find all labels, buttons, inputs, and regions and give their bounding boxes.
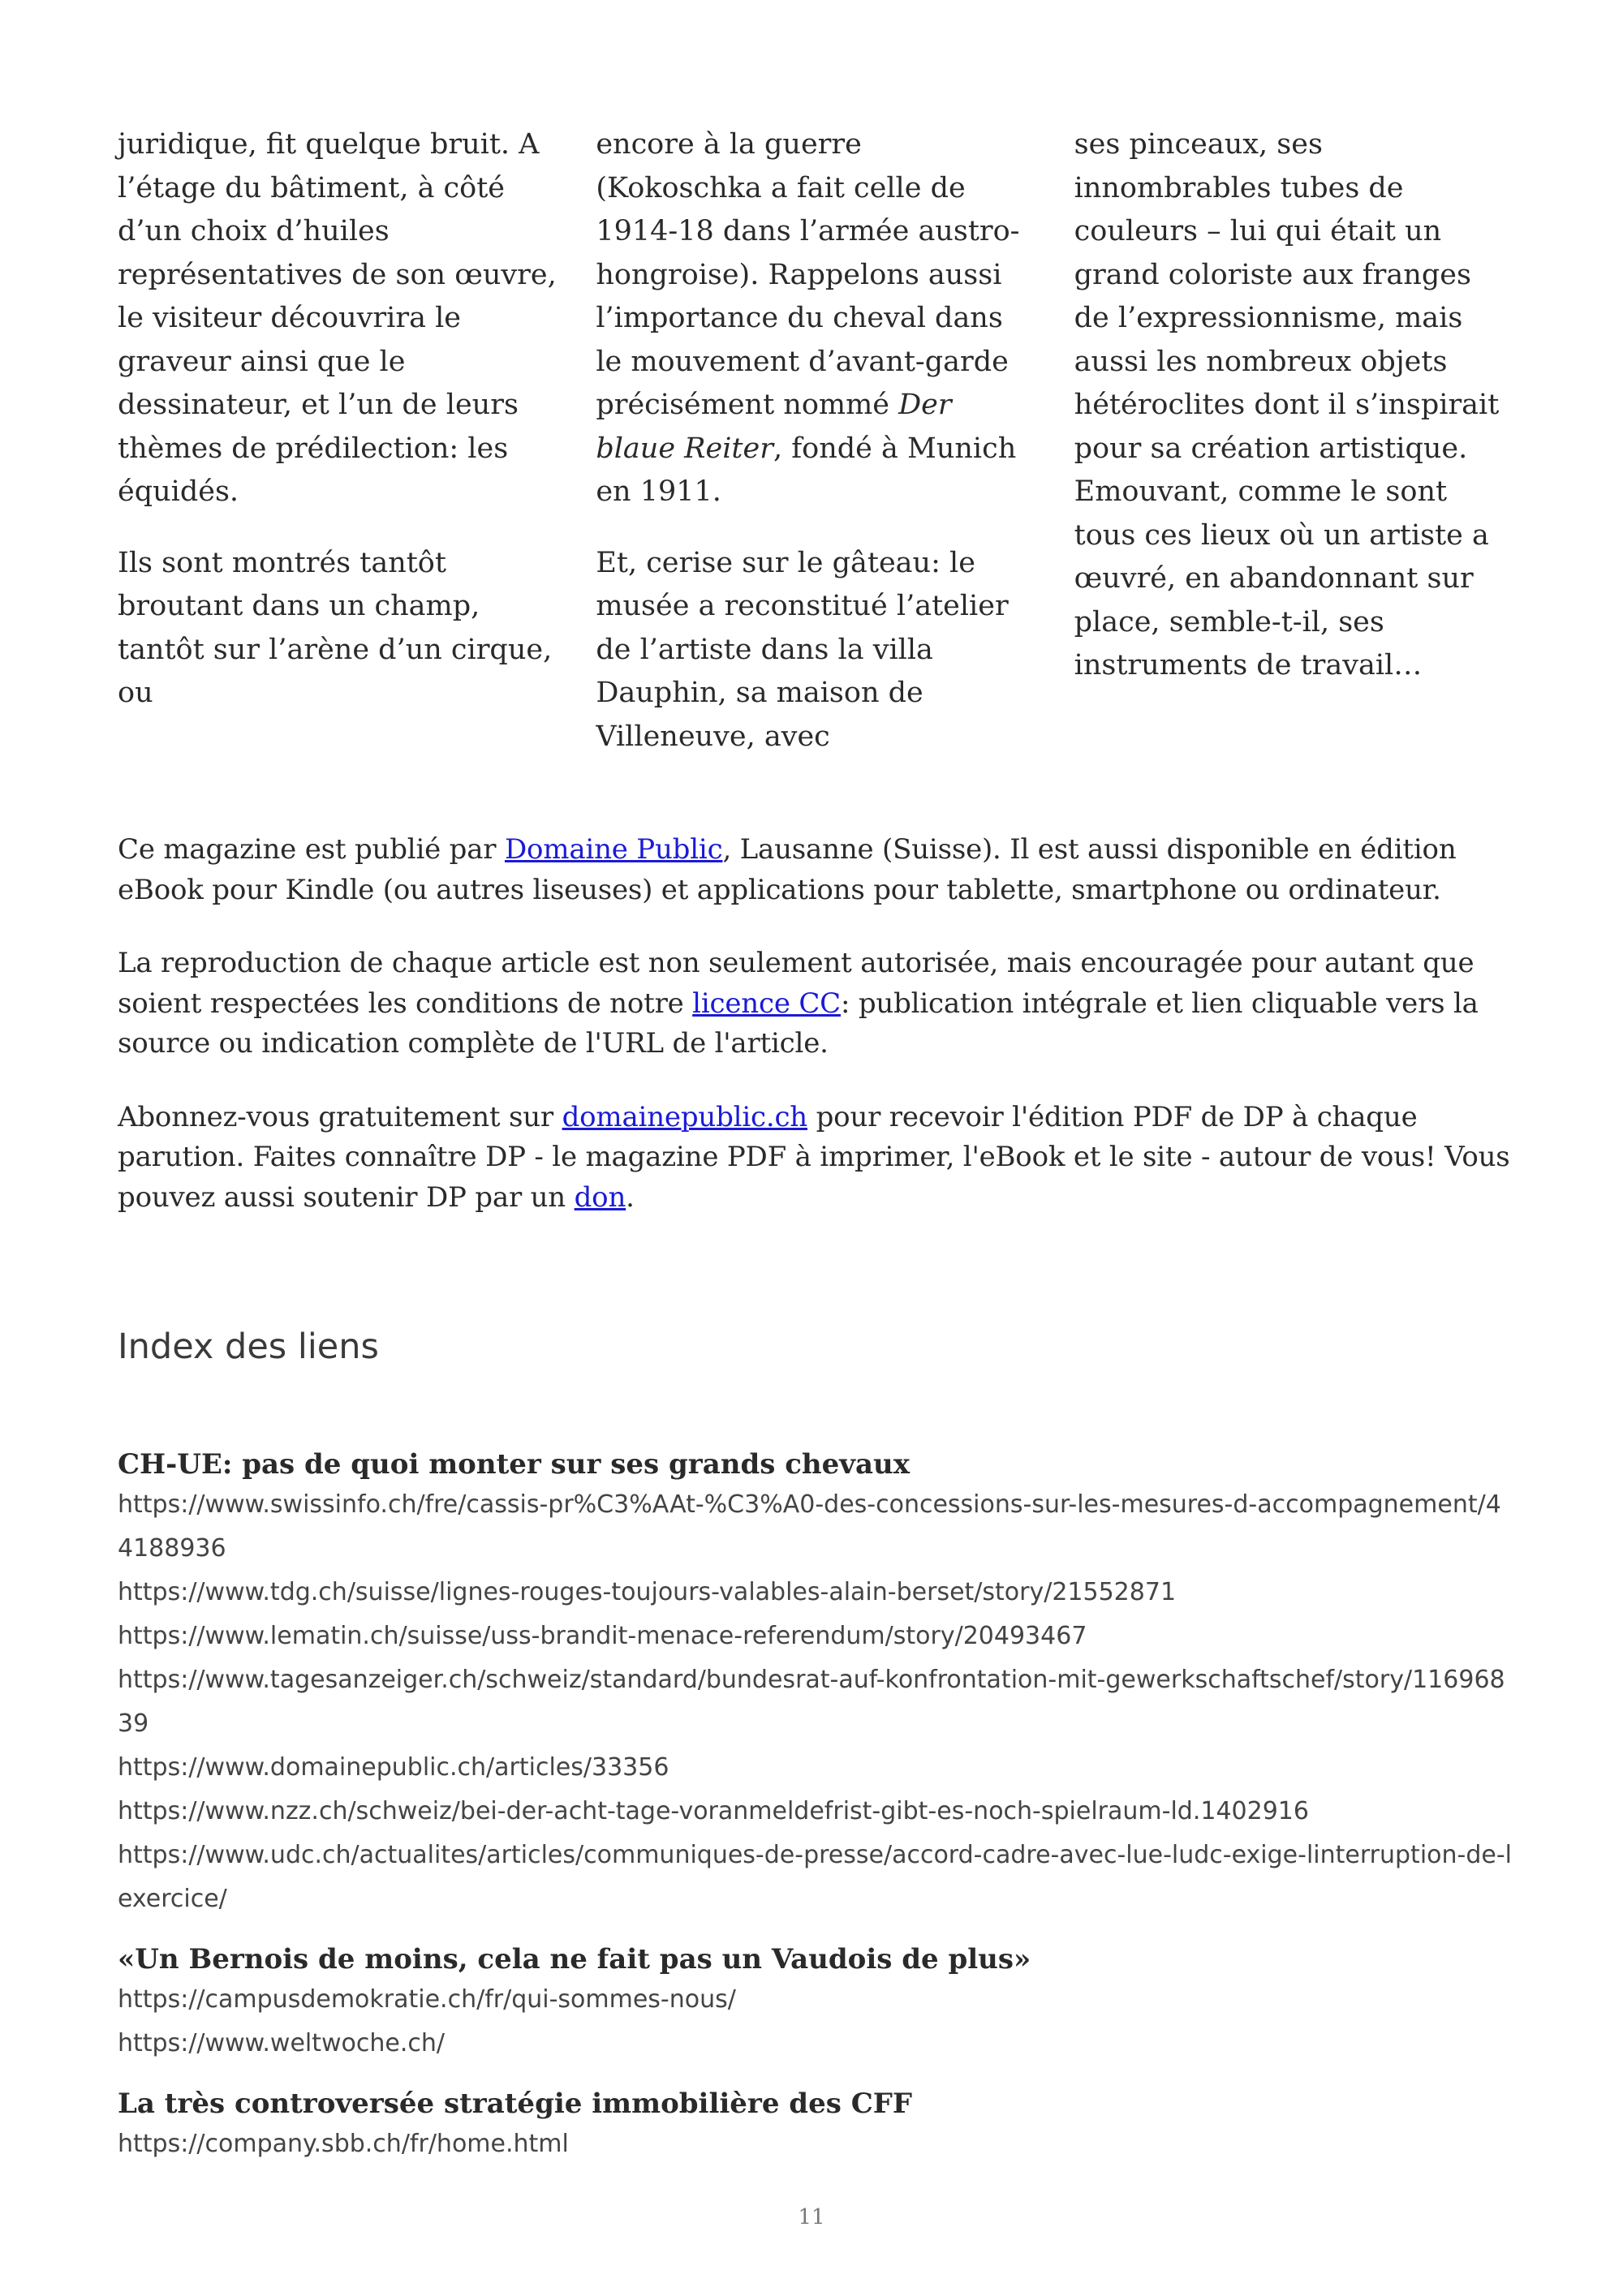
index-url[interactable]: https://campusdemokratie.ch/fr/qui-sommes-nous/ (118, 1985, 736, 2014)
text-run: , Lausanne (Suisse). Il est aussi disponible en édition eBook pour Kindle (ou autres liseuses) et applications pour tablette, smartphone ou ordinateur. (118, 833, 1457, 906)
text-run: : publication intégrale et lien cliquable vers la source ou indication complète de l'URL de l'article. (118, 987, 1479, 1060)
text-run: encore à la guerre (Kokoschka a fait celle de 1914-18 dans l’armée austro-hongroise). Rappelons aussi l’importance du cheval dans le mouvement d’avant-garde précisément nommé (596, 128, 1020, 421)
article-paragraph (118, 123, 557, 514)
article-paragraph (1074, 123, 1513, 688)
link-index (118, 1446, 1513, 2186)
text-run: La reproduction de chaque article est non seulement autorisée, mais encouragée pour autant que soient respectées les conditions de notre (118, 947, 1474, 1020)
index-section-title: CH-UE: pas de quoi monter sur ses grands chevaux (118, 1448, 911, 1481)
index-section-title: «Un Bernois de moins, cela ne fait pas un Vaudois de plus» (118, 1943, 1031, 1976)
index-section (118, 1446, 1513, 1921)
article-column-1 (118, 123, 557, 759)
text-run: Et, cerise sur le gâteau: le musée a reconstitué l’atelier de l’artiste dans la villa Dauphin, sa maison de Villeneuve, avec (596, 546, 1009, 753)
index-url[interactable]: https://www.tdg.ch/suisse/lignes-rouges-toujours-valables-alain-berset/story/21552871 (118, 1578, 1177, 1606)
inline-link[interactable]: domainepublic.ch (562, 1100, 807, 1133)
index-url[interactable]: https://www.nzz.ch/schweiz/bei-der-acht-tage-voranmeldefrist-gibt-es-noch-spielraum-ld.1402916 (118, 1797, 1309, 1825)
info-paragraph (118, 830, 1518, 910)
article-columns (118, 123, 1513, 759)
text-run: Ce magazine est publié par (118, 833, 505, 866)
inline-link[interactable]: don (574, 1180, 626, 1214)
text-run: , fondé à Munich en 1911. (596, 432, 1017, 508)
index-section-title: La très controversée stratégie immobilière des CFF (118, 2087, 913, 2120)
article-paragraph (596, 123, 1035, 514)
italic-text: Der blaue Reiter (596, 389, 952, 465)
inline-link[interactable]: Domaine Public (504, 833, 723, 866)
index-section (118, 1941, 1513, 2066)
index-title: Index des liens (118, 1326, 379, 1367)
text-run: pour recevoir l'édition PDF de DP à chaque parution. Faites connaître DP - le magazine PDF à imprimer, l'eBook et le site - autour de vous! Vous pouvez aussi soutenir DP par un (118, 1100, 1510, 1214)
index-url[interactable]: https://www.tagesanzeiger.ch/schweiz/standard/bundesrat-auf-konfrontation-mit-gewerkschaftschef/story/11696839 (118, 1666, 1505, 1738)
article-paragraph (118, 542, 557, 716)
text-run: juridique, fit quelque bruit. A l’étage du bâtiment, à côté d’un choix d’huiles représentatives de son œuvre, le visiteur découvrira le graveur ainsi que le dessinateur, et l’un de leurs thèmes de prédilection: les équidés. (118, 128, 557, 508)
index-url[interactable]: https://www.domainepublic.ch/articles/33356 (118, 1753, 669, 1782)
index-section (118, 2085, 1513, 2166)
index-url[interactable]: https://www.lematin.ch/suisse/uss-brandit-menace-referendum/story/20493467 (118, 1622, 1087, 1650)
text-run: Abonnez-vous gratuitement sur (118, 1100, 562, 1133)
index-url[interactable]: https://company.sbb.ch/fr/home.html (118, 2130, 569, 2158)
info-paragraph (118, 944, 1518, 1064)
inline-link[interactable]: licence CC (692, 987, 841, 1020)
article-column-2 (596, 123, 1035, 759)
text-run: Ils sont montrés tantôt broutant dans un champ, tantôt sur l’arène d’un cirque, ou (118, 546, 553, 709)
index-url[interactable]: https://www.swissinfo.ch/fre/cassis-pr%C3%AAt-%C3%A0-des-concessions-sur-les-mesures-d-accompagnement/44188936 (118, 1490, 1501, 1563)
text-run: . (626, 1180, 635, 1214)
article-column-3 (1074, 123, 1513, 759)
article-paragraph (596, 542, 1035, 759)
page-number: 11 (798, 2205, 825, 2229)
index-url[interactable]: https://www.weltwoche.ch/ (118, 2029, 446, 2057)
index-url[interactable]: https://www.udc.ch/actualites/articles/communiques-de-presse/accord-cadre-avec-lue-ludc-exige-linterruption-de-lexercice/ (118, 1841, 1513, 1913)
text-run: ses pinceaux, ses innombrables tubes de couleurs – lui qui était un grand coloriste aux franges de l’expressionnisme, mais aussi les nombreux objets hétéroclites dont il s’inspirait pour sa création artistique. Emouvant, comme le sont tous ces lieux où un artiste a œuvré, en abandonnant sur place, semble-t-il, ses instruments de travail… (1074, 128, 1500, 681)
publisher-info (118, 830, 1518, 1251)
info-paragraph (118, 1098, 1518, 1219)
